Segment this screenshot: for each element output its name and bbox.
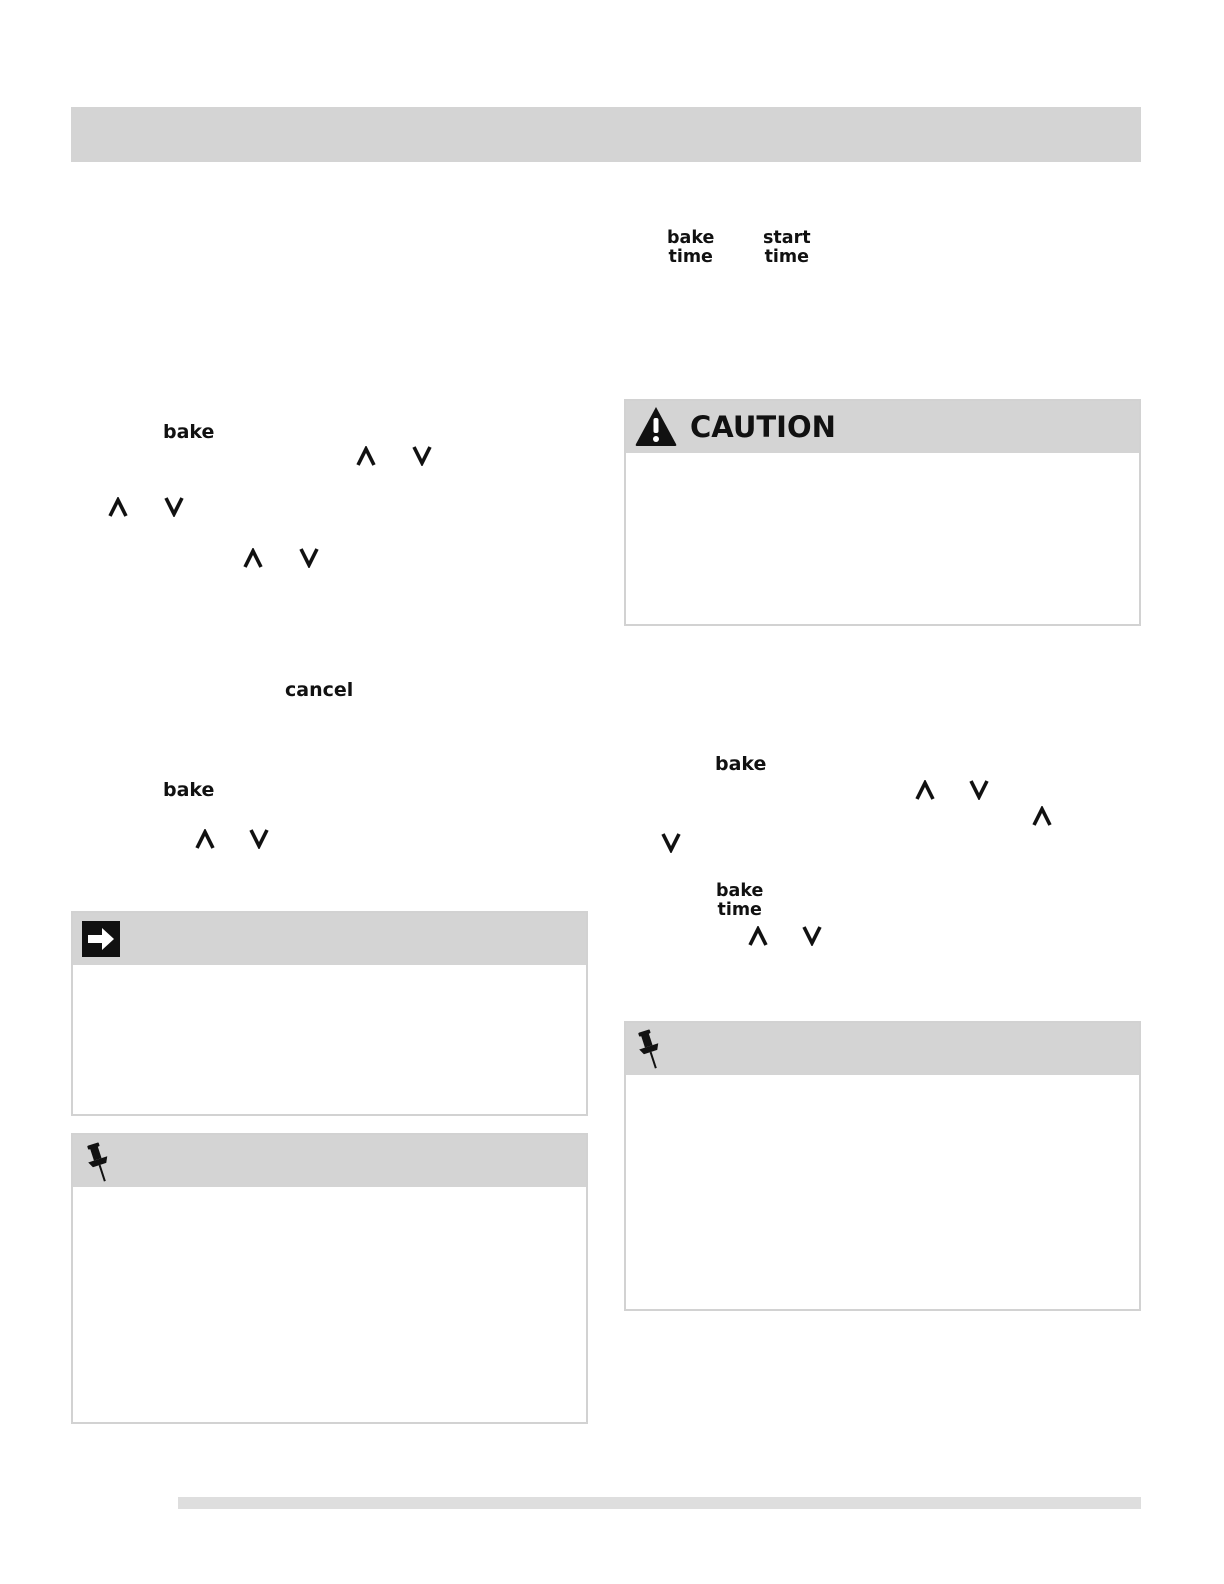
caution-box-header <box>626 401 1139 453</box>
bake-time-key-label <box>667 229 714 267</box>
important-box-header <box>73 1135 586 1187</box>
bake-time-key-line-1: bake <box>716 881 764 901</box>
caution-title: CAUTION <box>690 410 836 444</box>
start-time-key-label <box>763 229 811 267</box>
footer-bar <box>178 1497 1141 1509</box>
chevron-down-icon <box>298 546 320 568</box>
caution-box <box>624 399 1141 626</box>
bake-time-key-line-1: bake <box>667 228 715 248</box>
chevron-down-icon <box>660 831 682 853</box>
chevron-down-icon <box>163 495 185 517</box>
pushpin-icon <box>83 1140 115 1186</box>
start-time-key-line-2: time <box>764 247 810 267</box>
bake-key-label: bake <box>163 421 215 443</box>
cancel-key-label: cancel <box>285 679 354 701</box>
chevron-down-icon <box>411 444 433 466</box>
chevron-up-icon <box>914 780 936 802</box>
chevron-up-icon <box>194 829 216 851</box>
chevron-down-icon <box>968 778 990 800</box>
section-header-bar <box>71 107 1141 162</box>
important-box <box>71 1133 588 1424</box>
warning-triangle-icon <box>634 405 678 447</box>
important-box-header <box>626 1023 1139 1075</box>
bake-time-key-label <box>716 882 763 920</box>
chevron-up-icon <box>747 926 769 948</box>
bake-key-label: bake <box>163 779 215 801</box>
chevron-down-icon <box>801 924 823 946</box>
chevron-down-icon <box>248 827 270 849</box>
bake-time-key-line-2: time <box>717 900 762 920</box>
note-box-header <box>73 913 586 965</box>
arrow-right-icon <box>82 921 120 957</box>
start-time-key-line-1: start <box>763 228 811 248</box>
chevron-up-icon <box>242 548 264 570</box>
bake-key-label: bake <box>715 753 767 775</box>
note-box <box>71 911 588 1116</box>
bake-time-key-line-2: time <box>668 247 713 267</box>
chevron-up-icon <box>107 497 129 519</box>
important-box <box>624 1021 1141 1311</box>
pushpin-icon <box>634 1027 666 1073</box>
chevron-up-icon <box>1031 806 1053 828</box>
chevron-up-icon <box>355 446 377 468</box>
